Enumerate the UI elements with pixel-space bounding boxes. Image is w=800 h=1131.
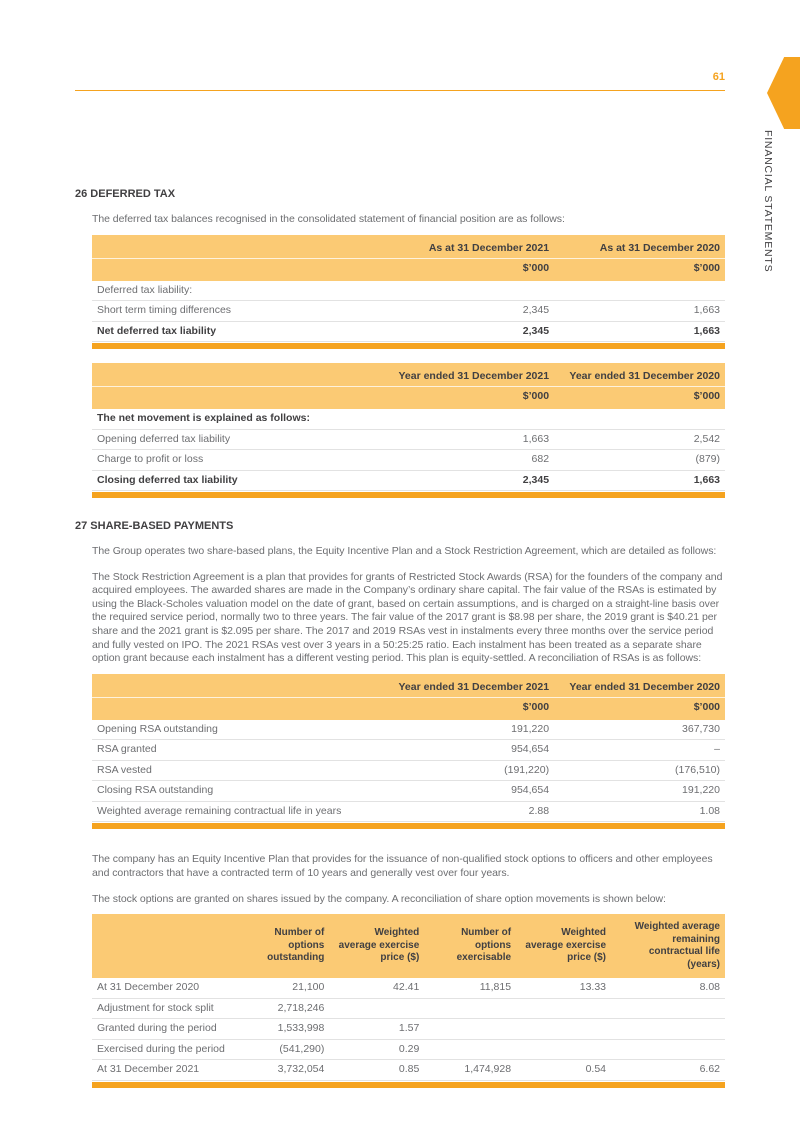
table-row	[92, 450, 725, 471]
side-tab-label: FINANCIAL STATEMENTS	[762, 130, 774, 273]
column-header-2020: Year ended 31 December 2020	[554, 674, 725, 698]
column-header-wa-exercise-price-outstanding: Weighted average exercise price ($)	[329, 914, 424, 978]
value-options-outstanding: 3,732,054	[238, 1060, 330, 1081]
table-row	[92, 1019, 725, 1040]
row-label: At 31 December 2020	[92, 978, 238, 998]
table-row	[92, 1039, 725, 1060]
value-2020: 1,663	[554, 470, 725, 491]
value-2021: (191,220)	[383, 760, 554, 781]
paragraph: The Group operates two share-based plans, the Equity Incentive Plan and a Stock Restriction Agreement, which are detailed as follows:	[92, 545, 717, 558]
row-label: Opening RSA outstanding	[92, 720, 383, 740]
table-accent-bar	[92, 1082, 725, 1088]
row-label: RSA vested	[92, 760, 383, 781]
rsa-reconciliation-table	[92, 674, 725, 830]
paragraph: The company has an Equity Incentive Plan that provides for the issuance of non-qualified stock options to officers and other employees and contractors that have a contracted term of 10 years and generally vest over four years.	[92, 853, 713, 879]
row-label: Opening deferred tax liability	[92, 429, 383, 450]
column-header-wa-exercise-price-exercisable: Weighted average exercise price ($)	[516, 914, 611, 978]
table-row	[92, 781, 725, 802]
value-options-exercisable: 11,815	[424, 978, 516, 998]
top-rule-divider	[75, 90, 725, 91]
row-label: Deferred tax liability:	[92, 281, 383, 301]
table-row	[92, 998, 725, 1019]
value-remaining-life	[611, 998, 725, 1019]
value-2021	[383, 409, 554, 429]
section-body	[92, 213, 725, 498]
value-wa-price-exercisable	[516, 1039, 611, 1060]
value-2021: 191,220	[383, 720, 554, 740]
value-wa-price-exercisable: 13.33	[516, 978, 611, 998]
column-subheader-2020: $’000	[554, 258, 725, 281]
value-2020: 1.08	[554, 801, 725, 822]
paragraph: The stock options are granted on shares issued by the company. A reconciliation of share option movements is shown below:	[92, 892, 666, 905]
value-2020	[554, 409, 725, 429]
table-accent-bar	[92, 492, 725, 498]
value-wa-price-outstanding: 42.41	[329, 978, 424, 998]
row-label: Closing deferred tax liability	[92, 470, 383, 491]
value-2021	[383, 281, 554, 301]
table-row	[92, 301, 725, 322]
value-options-outstanding: (541,290)	[238, 1039, 330, 1060]
value-wa-price-outstanding	[329, 998, 424, 1019]
table-row	[92, 978, 725, 998]
table-row	[92, 760, 725, 781]
value-options-outstanding: 2,718,246	[238, 998, 330, 1019]
row-label: At 31 December 2021	[92, 1060, 238, 1081]
value-2020: –	[554, 740, 725, 761]
deferred-tax-position-table	[92, 235, 725, 350]
header-spacer	[92, 914, 238, 978]
row-label: Exercised during the period	[92, 1039, 238, 1060]
table-row	[92, 720, 725, 740]
header-spacer	[92, 674, 383, 698]
value-2020: 1,663	[554, 301, 725, 322]
value-2021: 2,345	[383, 470, 554, 491]
value-options-exercisable	[424, 998, 516, 1019]
section-share-based-payments	[75, 520, 725, 1088]
value-2021: 1,663	[383, 429, 554, 450]
row-label: Charge to profit or loss	[92, 450, 383, 471]
value-2021: 954,654	[383, 781, 554, 802]
value-wa-price-outstanding: 1.57	[329, 1019, 424, 1040]
value-2021: 682	[383, 450, 554, 471]
value-2020: 367,730	[554, 720, 725, 740]
column-subheader-2020: $’000	[554, 387, 725, 410]
value-options-exercisable	[424, 1039, 516, 1060]
header-spacer	[92, 235, 383, 259]
deferred-tax-movement-table	[92, 363, 725, 498]
row-label: Net deferred tax liability	[92, 321, 383, 342]
column-subheader-2020: $’000	[554, 697, 725, 720]
header-spacer	[92, 363, 383, 387]
page-number: 61	[712, 71, 725, 83]
header-spacer	[92, 697, 383, 720]
share-options-table	[92, 914, 725, 1088]
corner-arrow-icon	[767, 57, 800, 129]
value-2020: 1,663	[554, 321, 725, 342]
header-spacer	[92, 258, 383, 281]
table-row	[92, 1060, 725, 1081]
page-content	[75, 188, 725, 1110]
value-2020: (879)	[554, 450, 725, 471]
row-label: RSA granted	[92, 740, 383, 761]
value-2021: 2,345	[383, 301, 554, 322]
section-heading: 27 SHARE-BASED PAYMENTS	[75, 520, 234, 533]
row-label: The net movement is explained as follows:	[92, 409, 383, 429]
value-2020: 2,542	[554, 429, 725, 450]
value-wa-price-outstanding: 0.85	[329, 1060, 424, 1081]
column-header-2021: Year ended 31 December 2021	[383, 363, 554, 387]
value-remaining-life: 8.08	[611, 978, 725, 998]
value-options-exercisable: 1,474,928	[424, 1060, 516, 1081]
column-header-2021: As at 31 December 2021	[383, 235, 554, 259]
value-remaining-life	[611, 1019, 725, 1040]
table-row-caption	[92, 409, 725, 429]
row-label: Closing RSA outstanding	[92, 781, 383, 802]
section-body	[92, 545, 725, 1088]
table-row-total	[92, 470, 725, 491]
value-2021: 2,345	[383, 321, 554, 342]
table-row-total	[92, 321, 725, 342]
value-2020: 191,220	[554, 781, 725, 802]
table-row	[92, 740, 725, 761]
table-row	[92, 801, 725, 822]
row-label: Adjustment for stock split	[92, 998, 238, 1019]
value-2021: 954,654	[383, 740, 554, 761]
column-header-2021: Year ended 31 December 2021	[383, 674, 554, 698]
value-remaining-life	[611, 1039, 725, 1060]
column-subheader-2021: $’000	[383, 387, 554, 410]
row-label: Weighted average remaining contractual life in years	[92, 801, 383, 822]
column-header-2020: As at 31 December 2020	[554, 235, 725, 259]
value-options-outstanding: 1,533,998	[238, 1019, 330, 1040]
column-header-2020: Year ended 31 December 2020	[554, 363, 725, 387]
value-2021: 2.88	[383, 801, 554, 822]
value-wa-price-exercisable	[516, 998, 611, 1019]
table-row	[92, 429, 725, 450]
row-label: Short term timing differences	[92, 301, 383, 322]
value-wa-price-exercisable: 0.54	[516, 1060, 611, 1081]
value-remaining-life: 6.62	[611, 1060, 725, 1081]
column-header-options-exercisable: Number of options exercisable	[424, 914, 516, 978]
value-options-exercisable	[424, 1019, 516, 1040]
column-subheader-2021: $’000	[383, 697, 554, 720]
value-options-outstanding: 21,100	[238, 978, 330, 998]
paragraph: The Stock Restriction Agreement is a plan that provides for grants of Restricted Stock Awards (RSA) for the founders of the company and acquired employees. The awarded shares are made in the Company’s ordinary share capital. The fair value of the RSAs is estimated by using the Black-Scholes valuation model on the date of grant, based on certain assumptions, and is charged on a straight-line basis over the required service period, normally two to three years. The fair value of the 2017 grant is $8.98 per share, the 2019 grant is $40.21 per share and the 2021 grant is $2.095 per share. The 2017 and 2019 RSAs vest in instalments every three months over the service period and fully vested on IPO. The 2021 RSAs vest over 3 years in a 50:25:25 ratio. Each instalment has been treated as a separate share option grant because each instalment has a different vesting period. This plan is equity-settled. A reconciliation of RSAs is as follows:	[92, 570, 723, 665]
value-wa-price-exercisable	[516, 1019, 611, 1040]
section-deferred-tax	[75, 188, 725, 498]
table-accent-bar	[92, 823, 725, 829]
column-header-wa-remaining-life: Weighted average remaining contractual life (years)	[611, 914, 725, 978]
value-wa-price-outstanding: 0.29	[329, 1039, 424, 1060]
section-heading: 26 DEFERRED TAX	[75, 188, 176, 200]
table-accent-bar	[92, 343, 725, 349]
column-subheader-2021: $’000	[383, 258, 554, 281]
paragraph: The deferred tax balances recognised in the consolidated statement of financial position are as follows:	[92, 213, 565, 225]
value-2020	[554, 281, 725, 301]
row-label: Granted during the period	[92, 1019, 238, 1040]
value-2020: (176,510)	[554, 760, 725, 781]
header-spacer	[92, 387, 383, 410]
column-header-options-outstanding: Number of options outstanding	[238, 914, 330, 978]
table-row	[92, 281, 725, 301]
